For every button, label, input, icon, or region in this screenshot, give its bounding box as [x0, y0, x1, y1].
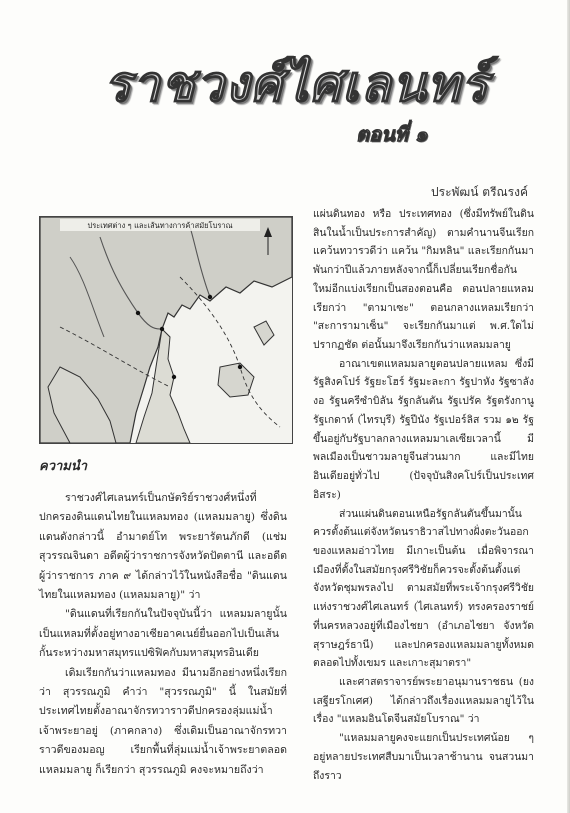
left-column — [39, 457, 287, 780]
paragraph: แผ่นดินทอง หรือ ประเทศทอง (ซึ่งมีทรัพย์ในดินสินในน้ำเป็นประการสำคัญ) ตามคำนานจีนเรียกแคว้นทวารวดีว่า แคว้น "กิมหลิน" และเรียกกันมาพันกว่าปีแล้วภายหลังจากนี้ก็เปลี่ยนเรียกชื่อกันใหม่อีกแบ่งเรียกเป็นสองตอนคือ ตอนปลายแหลมเรียกว่า "ตามาเซะ" ตอนกลางแหลมเรียกว่า "สะการามาเซ็น" จะเรียกกันมาแต่ พ.ศ.ใดไม่ปรากฏชัด ต่อนั้นมาจึงเรียกกันว่าแหลมมลายู — [313, 208, 534, 352]
section-heading: ความนำ — [39, 459, 88, 474]
right-column — [313, 205, 534, 785]
city-marker — [172, 375, 176, 379]
paragraph: "ดินแดนที่เรียกกันในปัจจุบันนี้ว่า แหลมมลายูนั้น เป็นแหลมที่ตั้งอยู่ทางอาเซียอาคเนย์ยื่นออกไปเป็นเส้นกั้นระหว่างมหาสมุทรแปซิฟิคกับมหาสมุทรอินเดีย — [39, 608, 287, 660]
paragraph: ส่วนแผ่นดินตอนเหนือรัฐกลันตันขึ้นมานั้นควรตั้งต้นแต่จังหวัดนราธิวาสไปทางฝั่งตะวันออกของแหลมอ่าวไทย มีเกาะเป็นต้น เมื่อพิจารณาเมืองที่ตั้งในสมัยกรุงศรีวิชัยก็ควรจะตั้งต้นตั้งแต่จังหวัดชุมพรลงไป ตามสมัยที่พระเจ้ากรุงศรีวิชัยแห่งราชวงศ์ไศเลนทร์ (ไศเลนทร์) ทรงครองราชย์ที่นครหลวงอยู่ที่เมืองไชยา (อำเภอไชยา จังหวัดสุราษฎร์ธานี) และปกครองแหลมมลายูทั้งหมดตลอดไปทั้งเขมร และเกาะสุมาตรา" — [313, 507, 534, 670]
episode-label: ตอนที่ ๑ — [356, 122, 428, 146]
paragraph: อาณาเขตแหลมมลายูตอนปลายแหลม ซึ่งมีรัฐสิงคโปร์ รัฐยะโฮร์ รัฐมะละกา รัฐปาหัง รัฐซาลังงอ รัฐนครีซำบิลัน รัฐกลันตัน รัฐเปรัค รัฐตรังกานู รัฐเกดาห์ (ไทรบุรี) รัฐปีนัง รัฐเปอร์ลิส รวม ๑๒ รัฐ ขึ้นอยู่กับรัฐบาลกลางแหลมมาเลเซียเวลานี้ มีพลเมืองเป็นชาวมลายูจีนส่วนมาก และมีไทยอินเดียอยู่ทั่วไป (ปัจจุบันสิงคโปร์เป็นประเทศอิสระ) — [313, 357, 534, 501]
map-figure — [39, 216, 293, 444]
city-marker — [208, 295, 212, 299]
map-drawing — [40, 217, 292, 443]
paragraph: และศาสตราจารย์พระยาอนุมานราชธน (ยง เสฐียรโกเศศ) ได้กล่าวถึงเรื่องแหลมมลายูไว้ในเรื่อง "แหลมอินโดจีนสมัยโบราณ" ว่า — [313, 675, 534, 726]
map-caption: ประเทศต่าง ๆ และเส้นทางการค้าสมัยโบราณ — [87, 221, 233, 230]
paragraph: ราชวงศ์ไศเลนทร์เป็นกษัตริย์ราชวงศ์หนึ่งที่ปกครองดินแดนไทยในแหลมทอง (แหลมมลายู) ซึ่งดินแดนดังกล่าวนี้ อำมาตย์โท พระยารัตนภักดี (แช่ม สุวรรณจินดา อดีตผู้ว่าราชการจังหวัดปัตตานี และอดีตผู้ว่าราชการ ภาค ๙ ได้กล่าวไว้ในหนังสือชื่อ "ดินแดนไทยในแหลมทอง (แหลมมลายู)" ว่า — [39, 492, 287, 602]
paragraph: "แหลมมลายูคงจะแยกเป็นประเทศน้อย ๆ อยู่หลายประเทศสืบมาเป็นเวลาช้านาน จนสวนมาถึงราว — [313, 732, 534, 782]
article-title: ราชวงศ์ไศเลนทร์ — [104, 54, 489, 113]
city-marker — [160, 327, 164, 331]
city-marker — [136, 311, 140, 315]
paragraph: เดิมเรียกกันว่าแหลมทอง มีนามอีกอย่างหนึ่งเรียกว่า สุวรรณภูมิ คำว่า "สุวรรณภูมิ" นี้ ในสมัยที่ประเทศไทยตั้งอาณาจักรทวาราวดีปกครองลุ่มแม่น้ำเจ้าพระยาอยู่ (ภาคกลาง) ซึ่งเดิมเป็นอาณาจักรทวาราวดีของมอญ เรียกพื้นที่ลุ่มแม่น้ำเจ้าพระยาตลอดแหลมมลายู ก็เรียกว่า สุวรรณภูมิ คงจะหมายถึงว่า — [39, 666, 287, 776]
author-name: ประพัฒน์ ตรีณรงค์ — [431, 185, 528, 199]
city-marker — [238, 365, 242, 369]
